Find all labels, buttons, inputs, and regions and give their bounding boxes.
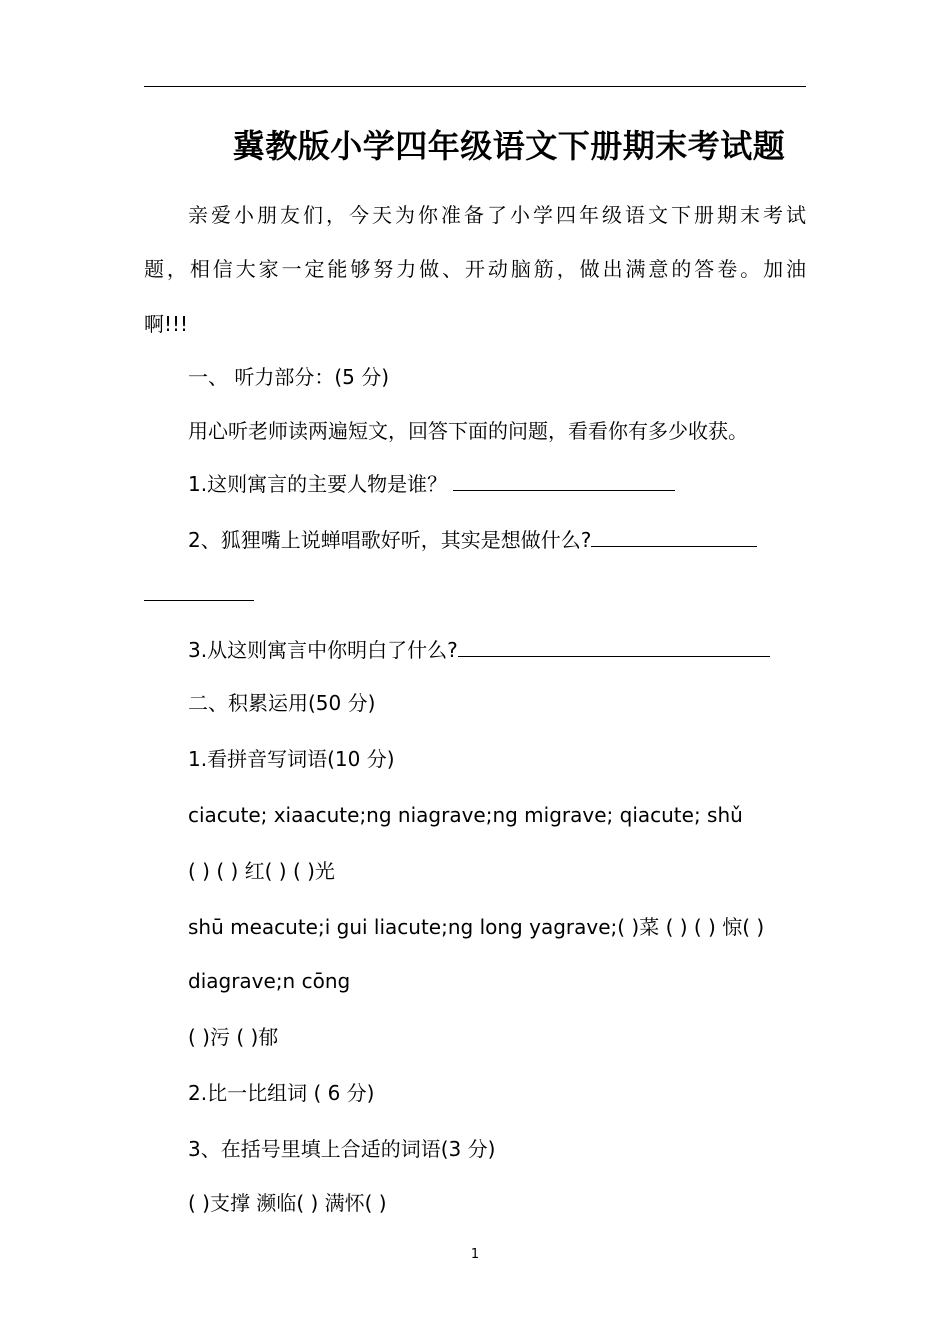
question-1-3 xyxy=(188,634,770,665)
question-text: 1.这则寓言的主要人物是谁？ xyxy=(188,472,448,496)
intro-line-1: 亲爱小朋友们，今天为你准备了小学四年级语文下册期末考试 xyxy=(188,203,806,227)
answer-blank xyxy=(144,578,254,601)
question-1-2-continuation xyxy=(144,578,254,609)
question-text: 3.从这则寓言中你明白了什么? xyxy=(188,638,458,662)
pinyin-line-3: diagrave;n cōng xyxy=(188,969,351,993)
section-1-heading: 一、 听力部分：(5 分) xyxy=(188,365,390,389)
question-2-3-line: ( )支撑 濒临( ) 满怀( ) xyxy=(188,1191,387,1215)
intro-line-2: 题，相信大家一定能够努力做、开动脑筋，做出满意的答卷。加油 xyxy=(144,257,806,281)
question-2-3-heading: 3、在括号里填上合适的词语(3 分) xyxy=(188,1137,496,1161)
section-1-instruction: 用心听老师读两遍短文，回答下面的问题，看看你有多少收获。 xyxy=(188,419,748,443)
question-1-2 xyxy=(188,524,757,555)
question-text: 2、狐狸嘴上说蝉唱歌好听，其实是想做什么? xyxy=(188,528,592,552)
question-2-1-heading: 1.看拼音写词语(10 分) xyxy=(188,747,395,771)
blanks-line-1: ( ) ( ) 红( ) ( )光 xyxy=(188,859,335,883)
question-1-1 xyxy=(188,468,675,499)
answer-blank xyxy=(591,524,757,547)
intro-line-3: 啊!!! xyxy=(144,312,189,336)
header-rule xyxy=(144,86,806,87)
answer-blank xyxy=(458,634,770,657)
page-number: 1 xyxy=(470,1247,480,1262)
pinyin-line-2: shū meacute;i gui liacute;ng long yagrave;( )菜 ( ) ( ) 惊( ) xyxy=(188,915,765,939)
question-2-2-heading: 2.比一比组词 ( 6 分) xyxy=(188,1081,375,1105)
blanks-line-3: ( )污 ( )郁 xyxy=(188,1025,279,1049)
section-2-heading: 二、积累运用(50 分) xyxy=(188,691,376,715)
answer-blank xyxy=(453,468,675,491)
page-title: 冀教版小学四年级语文下册期末考试题 xyxy=(232,127,786,165)
pinyin-line-1: ciacute; xiaacute;ng niagrave;ng migrave; qiacute; shǔ xyxy=(188,803,743,827)
